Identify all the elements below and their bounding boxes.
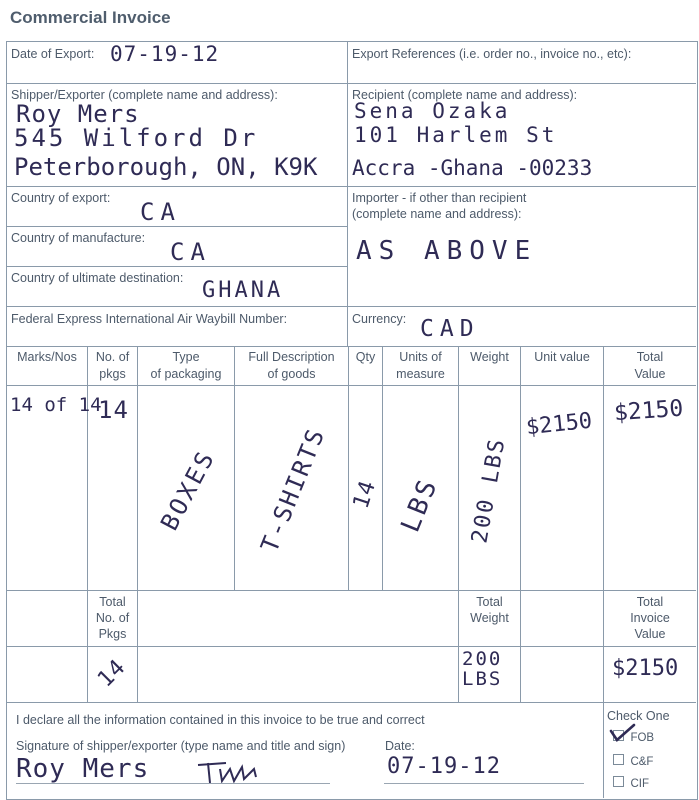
checkbox-cf[interactable] (613, 754, 624, 765)
declaration-statement: I declare all the information contained in this invoice to be true and correct (16, 713, 425, 727)
row-description-cell (235, 386, 348, 590)
country-of-destination-label: Country of ultimate destination: (11, 271, 184, 285)
country-of-export-label: Country of export: (11, 191, 111, 205)
row-pkgs: 14 (98, 396, 129, 424)
recipient-name: Sena Ozaka (354, 99, 511, 123)
row-qty-cell (349, 386, 382, 590)
check-cf-label: C&F (630, 756, 654, 768)
check-fob-label: FOB (630, 732, 655, 744)
importer-label-2: (complete name and address): (352, 207, 522, 221)
signature-scribble (196, 755, 288, 785)
row-units: LBS (395, 473, 445, 537)
col-desc-header-2: of goods (267, 367, 316, 381)
total-pkgs-label-3: Pkgs (98, 627, 127, 641)
recipient-label: Recipient (complete name and address): (352, 88, 578, 102)
importer-label-1: Importer - if other than recipient (352, 191, 527, 205)
shipper-street: 545 Wilford Dr (14, 124, 259, 152)
total-weight-value-2: LBS (462, 668, 503, 690)
col-total-header-1: Total (636, 350, 664, 364)
check-cif[interactable] (613, 774, 649, 792)
total-weight-value-1: 200 (462, 648, 503, 670)
row-weight: 200 LBS (467, 435, 511, 546)
col-pkgs-header-1: No. of (95, 350, 130, 364)
col-units-header-2: measure (396, 367, 445, 381)
col-qty-header: Qty (355, 350, 376, 364)
total-pkgs-label-2: No. of (95, 611, 130, 625)
total-invoice-label-2: Invoice (630, 611, 670, 625)
importer-value: AS ABOVE (356, 236, 538, 266)
total-invoice-value: $2150 (612, 656, 679, 681)
check-mark-icon (608, 722, 638, 744)
total-pkgs-cell (88, 647, 137, 702)
shipper-city: Peterborough, ON, K9K (14, 153, 318, 181)
signature-label: Signature of shipper/exporter (type name and title and sign) (16, 739, 346, 753)
total-pkgs-label-1: Total (99, 595, 126, 609)
col-total-header-2: Value (634, 367, 666, 381)
row-marks: 14 of 14 (10, 394, 102, 416)
shipper-name: Roy Mers (16, 100, 140, 128)
check-cf[interactable] (613, 752, 653, 770)
country-of-manufacture-value: CA (170, 238, 211, 266)
check-one-label: Check One (607, 709, 670, 723)
col-units-header-1: Units of (399, 350, 442, 364)
row-units-cell (383, 386, 458, 590)
col-marks-header: Marks/Nos (17, 350, 77, 364)
col-weight-header: Weight (470, 350, 509, 364)
row-packaging: BOXES (155, 444, 221, 536)
country-of-manufacture-label: Country of manufacture: (11, 231, 146, 245)
recipient-street: 101 Harlem St (354, 123, 558, 147)
total-invoice-label-3: Value (634, 627, 666, 641)
waybill-label: Federal Express International Air Waybill Number: (11, 312, 288, 326)
row-packaging-cell (138, 386, 234, 590)
export-references-label: Export References (i.e. order no., invoice no., etc): (352, 47, 632, 61)
currency-value: CAD (420, 316, 480, 342)
signature-value: Roy Mers (16, 754, 150, 784)
row-total-value: $2150 (613, 395, 685, 427)
shipper-label: Shipper/Exporter (complete name and address): (11, 88, 278, 102)
date-label: Date: (385, 739, 415, 753)
total-weight-label-1: Total (476, 595, 503, 609)
col-pkgs-header-2: pkgs (99, 367, 126, 381)
currency-label: Currency: (352, 312, 407, 326)
col-desc-header-1: Full Description (248, 350, 335, 364)
country-of-export-value: CA (140, 198, 181, 226)
date-of-export-value: 07-19-12 (110, 42, 220, 66)
checkbox-cif[interactable] (613, 776, 624, 787)
row-description: T-SHIRTS (255, 423, 331, 557)
page-title: Commercial Invoice (10, 8, 171, 27)
total-pkgs-value: 14 (93, 654, 131, 693)
col-type-header-1: Type (172, 350, 200, 364)
row-weight-cell (459, 386, 520, 590)
declaration-date-value: 07-19-12 (387, 754, 501, 779)
total-invoice-label-1: Total (636, 595, 664, 609)
col-unit-value-header: Unit value (534, 350, 590, 364)
date-of-export-label: Date of Export: (11, 47, 95, 61)
country-of-destination-value: GHANA (202, 278, 284, 303)
total-weight-label-2: Weight (470, 611, 509, 625)
row-qty: 14 (348, 477, 382, 512)
col-type-header-2: of packaging (150, 367, 222, 381)
recipient-city: Accra -Ghana -00233 (352, 156, 593, 180)
row-unit-value: $2150 (524, 408, 594, 441)
check-cif-label: CIF (630, 778, 649, 790)
